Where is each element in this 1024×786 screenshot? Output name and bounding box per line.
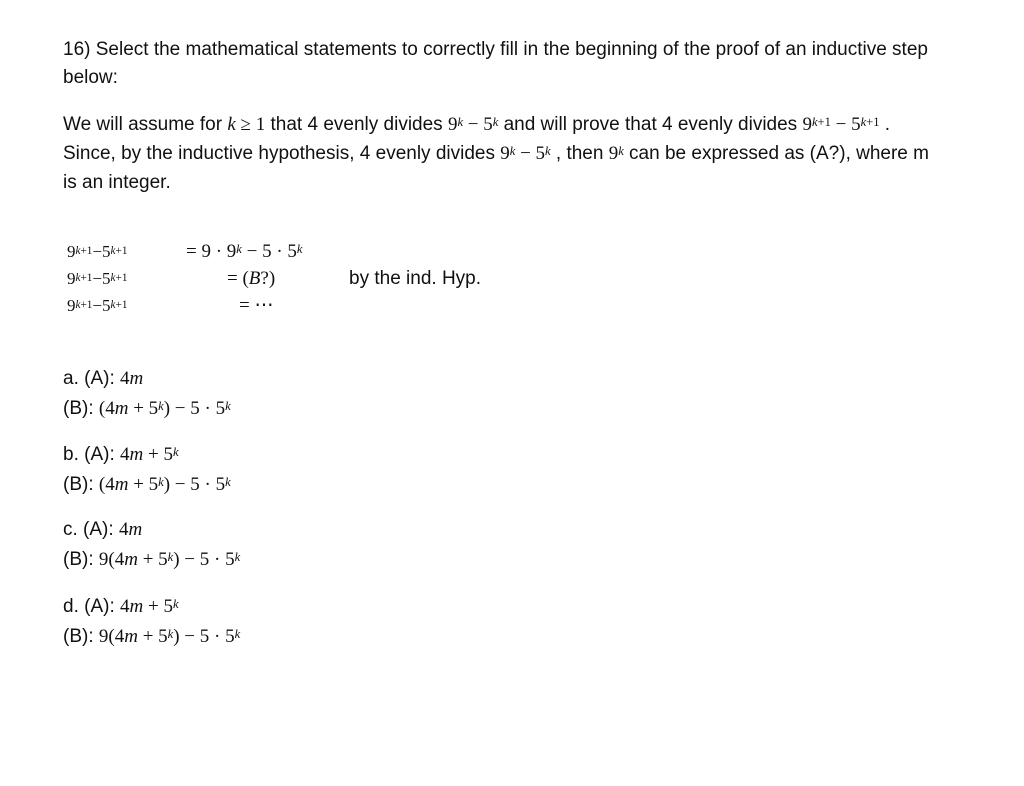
intro-text-3: and will prove that 4 evenly divides [498, 114, 803, 135]
intro-text-4: . Since, by the inductive hypothesis, 4 evenly divides [63, 114, 891, 164]
derivation-note: by the ind. Hyp. [349, 268, 482, 289]
option-c-part-b [63, 545, 240, 575]
option-math: $4m + 5^k$ [120, 596, 179, 617]
option-b-part-a [63, 440, 231, 470]
option-label: (B): [63, 549, 99, 570]
option-label: (B): [63, 398, 99, 419]
math-9k: 9$^k$ [608, 143, 624, 164]
derivation-rhs: = $9 \cdot 9^k - 5 \cdot 5^k$ [186, 241, 303, 262]
option-math: 4m [120, 368, 144, 389]
option-math: $4m + 5^k$ [120, 444, 179, 465]
answer-option-b[interactable] [63, 440, 231, 500]
option-a-part-a [63, 364, 231, 394]
option-math: $(4m + 5^k) - 5 \cdot 5^k$ [98, 474, 231, 495]
math-9k-minus-5k: $9^k - 5^k$ [447, 114, 499, 135]
option-label: b. (A): [63, 444, 121, 465]
answer-option-c[interactable] [63, 515, 240, 575]
option-d-part-a [63, 592, 240, 622]
option-label: (B): [63, 474, 99, 495]
option-math: 4m [118, 519, 143, 540]
option-label: d. (A): [63, 596, 121, 617]
intro-text-2: that 4 evenly divides [265, 114, 448, 135]
math-k-ge-1: k ≥ 1 [227, 114, 266, 135]
intro-text-5: , then [550, 143, 609, 164]
option-math: $9(4m + 5^k) - 5 \cdot 5^k$ [98, 549, 241, 570]
derivation-rhs: = ⋯ [239, 295, 274, 316]
option-label: a. (A): [63, 368, 121, 389]
option-b-part-b [63, 470, 231, 500]
math-9k-minus-5k-2: $9^k - 5^k$ [500, 143, 551, 164]
option-d-part-b [63, 622, 240, 652]
question-prompt: 16) Select the mathematical statements to correctly fill in the beginning of the proof of an inductive step below: [63, 39, 928, 88]
proof-intro [63, 110, 943, 197]
math-9k1-minus-5k1: $9^{k+1} - 5^{k+1}$ [802, 114, 880, 135]
answer-option-a[interactable] [63, 364, 231, 424]
intro-text-1: We will assume for [63, 114, 228, 135]
option-a-part-b [63, 394, 231, 424]
derivation-rhs: = (B?) [227, 268, 276, 289]
option-c-part-a [63, 515, 240, 545]
option-label: (B): [63, 626, 99, 647]
option-label: c. (A): [63, 519, 119, 540]
answer-option-d[interactable] [63, 592, 240, 652]
derivation-lhs: $9^{k+1}-5^{k+1}$ [67, 269, 128, 288]
derivation-lhs: $9^{k+1}-5^{k+1}$ [67, 296, 128, 315]
intro-text-6: can be expressed as (A?), where m is an integer. [63, 143, 929, 193]
option-math: $(4m + 5^k) - 5 \cdot 5^k$ [98, 398, 231, 419]
derivation-lhs: $9^{k+1}-5^{k+1}$ [67, 242, 128, 261]
option-math: $9(4m + 5^k) - 5 \cdot 5^k$ [98, 626, 241, 647]
